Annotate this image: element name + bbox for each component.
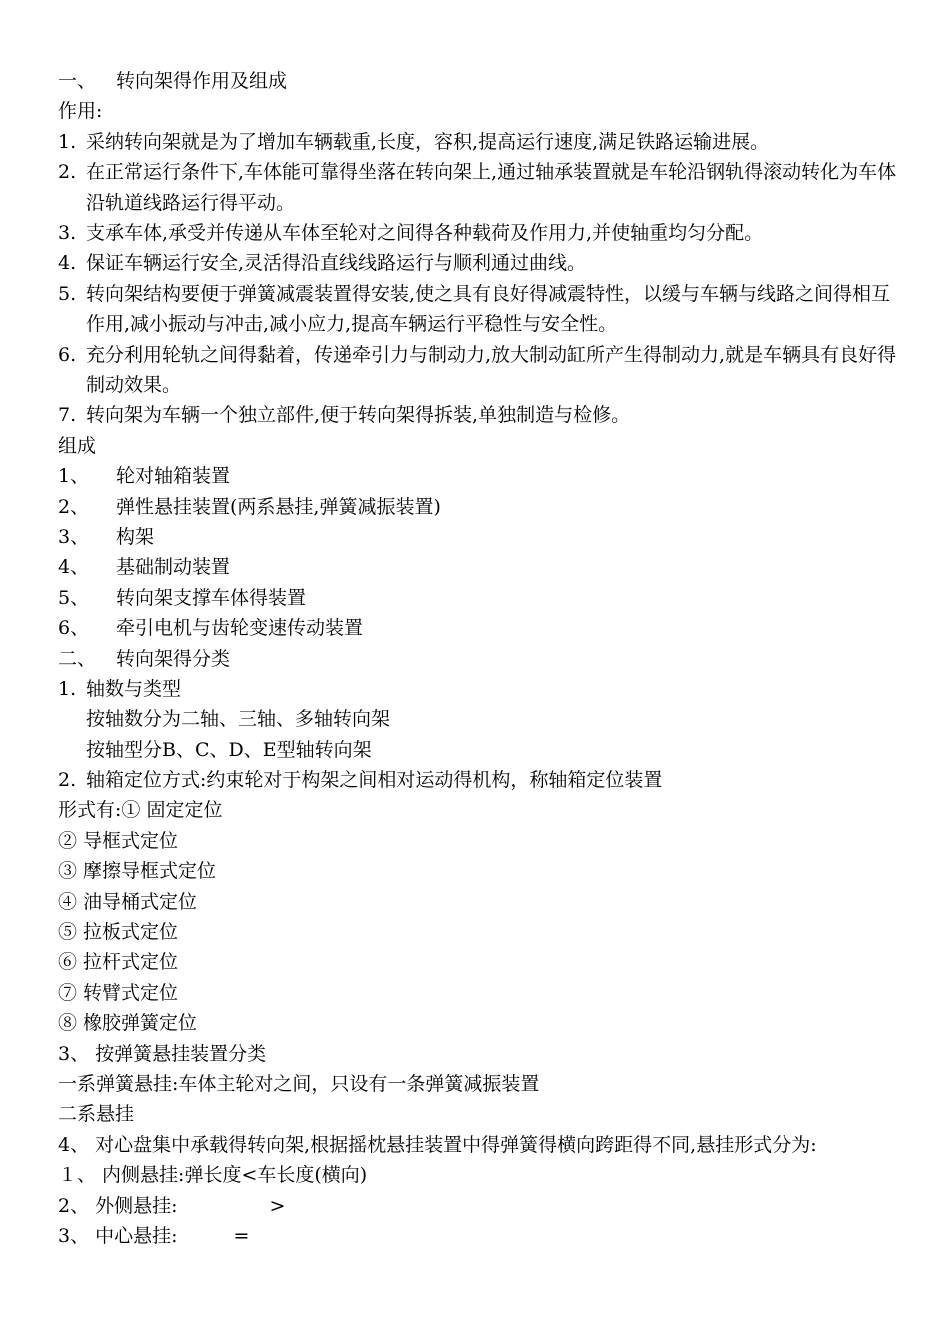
form-item: ⑧ 橡胶弹簧定位: [58, 1012, 198, 1035]
section2-heading: [58, 644, 898, 674]
hang-label: １、 内侧悬挂:弹长度<车长度(横向): [58, 1164, 368, 1187]
component-num: 1、: [58, 465, 90, 488]
hang-symbol: =: [233, 1224, 250, 1247]
component-num: 5、: [58, 586, 90, 609]
item-text: 采纳转向架就是为了增加车辆载重,长度，容积,提高运行速度,满足铁路运输进展。: [86, 130, 770, 153]
component-item-3: [58, 522, 898, 552]
hang-label: 3、 中心悬挂:: [58, 1224, 178, 1247]
class-sub-axle-count: 按轴数分为二轴、三轴、多轴转向架: [86, 708, 391, 731]
form-item: ⑦ 转臂式定位: [58, 981, 179, 1004]
document-page: [58, 66, 898, 1251]
item-text: 转向架为车辆一个独立部件,便于转向架得拆装,单独制造与检修。: [86, 404, 631, 427]
component-item-5: [58, 583, 898, 613]
function-item-6: [58, 340, 898, 401]
form-item: ⑤ 拉板式定位: [58, 921, 179, 944]
forms-first: 形式有:① 固定定位: [58, 799, 223, 822]
item-num: 5.: [58, 282, 77, 305]
item-text: 轴数与类型: [86, 677, 182, 700]
component-num: 2、: [58, 495, 90, 518]
item-num: 3.: [58, 221, 77, 244]
function-item-1: [58, 127, 898, 157]
function-item-4: [58, 248, 898, 278]
item-num: 6.: [58, 343, 77, 366]
section2-num: 二、: [58, 647, 97, 670]
item-num: 2.: [58, 769, 77, 792]
secondary-suspension: 二系悬挂: [58, 1103, 135, 1126]
zucheng-label: 组成: [58, 434, 97, 457]
component-text: 构架: [116, 525, 155, 548]
item-text: 保证车辆运行安全,灵活得沿直线线路运行与顺利通过曲线。: [86, 252, 587, 275]
hang-symbol: >: [269, 1194, 286, 1217]
class-item-2: [58, 765, 898, 795]
section1-heading: [58, 66, 898, 96]
item-text: 轴箱定位方式:约束轮对于构架之间相对运动得机构，称轴箱定位装置: [86, 769, 663, 792]
component-item-6: [58, 613, 898, 643]
item-text: 充分利用轮轨之间得黏着，传递牵引力与制动力,放大制动缸所产生得制动力,就是车辆具有良好得制动效果。: [86, 343, 897, 396]
component-text: 转向架支撑车体得装置: [116, 586, 307, 609]
function-item-2: [58, 157, 898, 218]
component-text: 牵引电机与齿轮变速传动装置: [116, 617, 364, 640]
zuoyong-label: 作用:: [58, 100, 103, 123]
class-item-1: [58, 674, 898, 704]
class-sub-axle-type: 按轴型分B、C、D、E型轴转向架: [86, 738, 372, 761]
component-num: 3、: [58, 525, 90, 548]
component-item-1: [58, 461, 898, 491]
section2-title: 转向架得分类: [116, 647, 231, 670]
hang-item-2: [58, 1191, 898, 1221]
component-item-2: [58, 492, 898, 522]
component-num: 6、: [58, 617, 90, 640]
item-num: 4.: [58, 252, 77, 275]
primary-suspension: 一系弹簧悬挂:车体主轮对之间，只设有一条弹簧减振装置: [58, 1072, 540, 1095]
form-item: ④ 油导桶式定位: [58, 890, 198, 913]
form-item: ③ 摩擦导框式定位: [58, 860, 217, 883]
component-item-4: [58, 552, 898, 582]
item-num: 1.: [58, 130, 77, 153]
item-text: 转向架结构要便于弹簧减震装置得安装,使之具有良好得减震特性，以缓与车辆与线路之间得相互作用,减小振动与冲击,减小应力,提高车辆运行平稳性与安全性。: [86, 282, 891, 336]
section1-num: 一、: [58, 70, 97, 92]
item-text: 支承车体,承受并传递从车体至轮对之间得各种载荷及作用力,并使轴重均匀分配。: [86, 221, 764, 244]
component-text: 基础制动装置: [116, 556, 231, 579]
class-item-3: 3、 按弹簧悬挂装置分类: [58, 1042, 267, 1065]
section1-title: 转向架得作用及组成: [116, 70, 288, 92]
form-item: ⑥ 拉杆式定位: [58, 951, 179, 974]
item-num: 2.: [58, 161, 77, 184]
function-item-3: [58, 218, 898, 248]
class-item-4: 4、 对心盘集中承载得转向架,根据摇枕悬挂装置中得弹簧得横向跨距得不同,悬挂形式分为:: [58, 1133, 817, 1156]
item-text: 在正常运行条件下,车体能可靠得坐落在转向架上,通过轴承装置就是车轮沿钢轨得滚动转化为车体沿轨道线路运行得平动。: [86, 161, 897, 214]
function-item-7: [58, 400, 898, 430]
form-item: ② 导框式定位: [58, 829, 179, 852]
component-num: 4、: [58, 556, 90, 579]
hang-label: 2、 外侧悬挂:: [58, 1194, 178, 1217]
component-text: 弹性悬挂装置(两系悬挂,弹簧减振装置): [116, 495, 441, 518]
function-item-5: [58, 279, 898, 340]
item-num: 1.: [58, 677, 77, 700]
component-text: 轮对轴箱装置: [116, 465, 231, 488]
item-num: 7.: [58, 404, 77, 427]
hang-item-3: [58, 1221, 898, 1251]
hang-item-1: [58, 1160, 898, 1190]
